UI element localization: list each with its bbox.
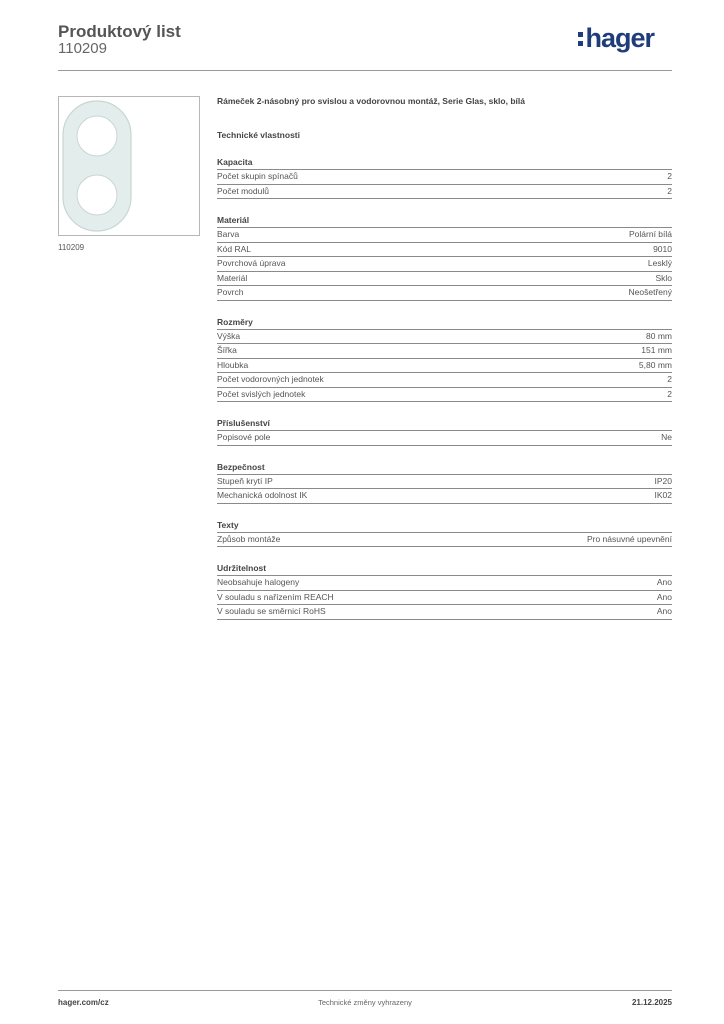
spec-label: Způsob montáže <box>217 533 281 544</box>
spec-value: 5,80 mm <box>638 359 672 370</box>
page-header <box>58 20 672 71</box>
spec-row <box>217 431 672 446</box>
spec-label: V souladu se směrnicí RoHS <box>217 606 326 616</box>
section-title: Příslušenství <box>217 417 672 431</box>
spec-section <box>217 519 672 548</box>
hager-logo <box>578 23 654 54</box>
spec-row <box>217 344 672 359</box>
spec-value: Ano <box>656 577 672 587</box>
spec-label: Kód RAL <box>217 243 252 254</box>
spec-value: IP20 <box>654 475 672 486</box>
spec-row <box>217 185 672 200</box>
spec-row <box>217 243 672 258</box>
section-title: Bezpečnost <box>217 461 672 475</box>
spec-row <box>217 228 672 243</box>
spec-value: Pro násuvné upevnění <box>586 533 672 544</box>
spec-label: Počet vodorovných jednotek <box>217 374 324 384</box>
product-content <box>217 95 672 620</box>
spec-value: 2 <box>667 171 672 181</box>
spec-value: Ano <box>656 591 672 602</box>
spec-row <box>217 373 672 388</box>
spec-section <box>217 562 672 620</box>
footer-date: 21.12.2025 <box>631 998 672 1007</box>
footer-notice: Technické změny vyhrazeny <box>318 998 412 1007</box>
spec-value: Polární bílá <box>629 229 672 239</box>
spec-value: 2 <box>667 185 672 196</box>
technical-properties-heading: Technické vlastnosti <box>217 130 300 140</box>
spec-label: Neobsahuje halogeny <box>217 577 300 587</box>
spec-label: Počet modulů <box>217 185 269 196</box>
logo-dots-icon <box>578 32 583 46</box>
spec-row <box>217 489 672 504</box>
spec-section <box>217 214 672 301</box>
section-title: Rozměry <box>217 316 672 330</box>
spec-value: IK02 <box>654 490 672 500</box>
spec-section <box>217 316 672 403</box>
spec-row <box>217 388 672 403</box>
spec-label: Popisové pole <box>217 432 271 442</box>
spec-label: V souladu s nařízením REACH <box>217 591 334 602</box>
spec-value: 2 <box>667 374 672 384</box>
spec-row <box>217 257 672 272</box>
spec-row <box>217 286 672 301</box>
spec-value: Lesklý <box>647 258 672 268</box>
spec-row <box>217 359 672 374</box>
spec-value: 80 mm <box>646 330 672 341</box>
spec-label: Výška <box>217 330 241 341</box>
spec-row <box>217 272 672 287</box>
spec-value: 2 <box>667 388 672 399</box>
spec-row <box>217 591 672 606</box>
section-title: Texty <box>217 519 672 533</box>
page-footer <box>58 990 672 1007</box>
section-title: Materiál <box>217 214 672 228</box>
spec-value: Ne <box>661 432 672 442</box>
product-image <box>58 96 200 236</box>
spec-row <box>217 475 672 490</box>
spec-label: Mechanická odolnost IK <box>217 490 308 500</box>
double-frame-icon <box>59 97 199 235</box>
spec-label: Počet svislých jednotek <box>217 388 306 399</box>
footer-website: hager.com/cz <box>58 998 109 1007</box>
spec-row <box>217 605 672 620</box>
spec-value: 151 mm <box>641 345 672 355</box>
spec-section <box>217 461 672 504</box>
spec-value: Sklo <box>655 272 672 283</box>
spec-value: Ano <box>656 606 672 616</box>
section-title: Kapacita <box>217 156 672 170</box>
document-number: 110209 <box>58 40 107 57</box>
document-title: Produktový list <box>58 22 181 41</box>
product-description: Rámeček 2-násobný pro svislou a vodorovnou montáž, Serie Glas, sklo, bílá <box>217 96 525 106</box>
spec-section <box>217 417 672 446</box>
spec-row <box>217 330 672 345</box>
spec-label: Hloubka <box>217 359 249 370</box>
spec-row <box>217 576 672 591</box>
spec-label: Materiál <box>217 272 248 283</box>
spec-label: Povrch <box>217 287 244 297</box>
spec-section <box>217 156 672 199</box>
spec-label: Povrchová úprava <box>217 258 286 268</box>
spec-value: 9010 <box>653 243 672 254</box>
spec-label: Stupeň krytí IP <box>217 475 273 486</box>
spec-label: Počet skupin spínačů <box>217 171 298 181</box>
section-title: Udržitelnost <box>217 562 672 576</box>
specification-sections <box>217 156 672 620</box>
spec-value: Neošetřený <box>628 287 672 297</box>
spec-row <box>217 170 672 185</box>
image-caption: 110209 <box>58 243 85 252</box>
spec-label: Barva <box>217 229 240 239</box>
spec-row <box>217 533 672 548</box>
logo-text: hager <box>585 23 654 53</box>
spec-label: Šířka <box>217 345 237 355</box>
